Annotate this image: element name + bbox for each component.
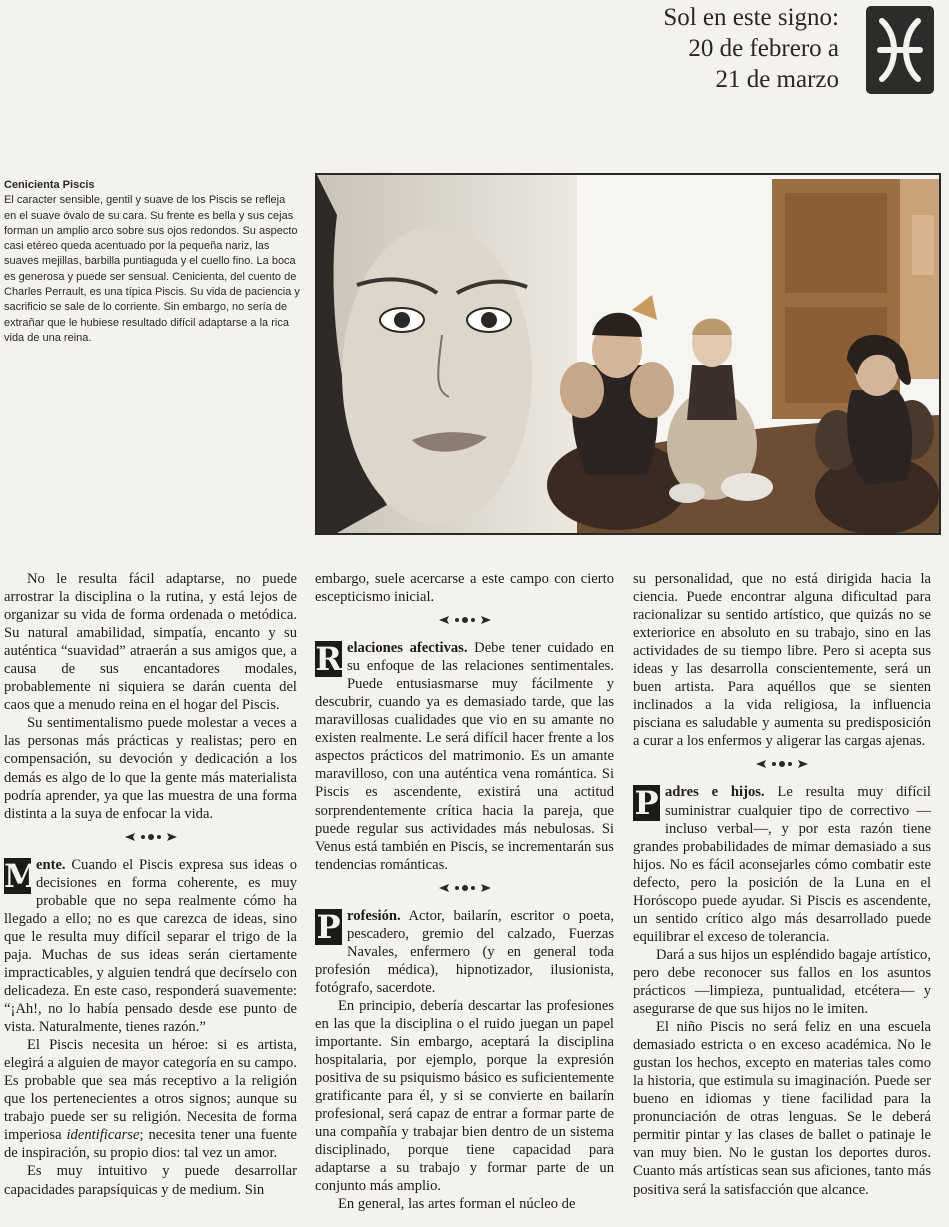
paragraph: El niño Piscis no será feliz en una escuela demasiado estricta o en exceso académica. No le gustan los hechos, excepto en materias tales como la historia, que estimula su imaginación. Puede ser bueno en idiomas y tiene facilidad para la pronunciación de otras lenguas. Se le deberá permitir pintar y las clases de ballet o patinaje le van muy bien. No le gustan los deportes duros. Cuanto más artísticas sean sus aficiones, tanto más positiva será la satisfacción que alcance. — [633, 1019, 931, 1198]
paragraph: En general, las artes forman el núcleo de — [338, 1196, 576, 1213]
paragraph: Es muy intuitivo y puede desarrollar capacidades parapsíquicas y de medium. Sin — [4, 1163, 297, 1198]
drop-cap: P — [634, 784, 659, 823]
section-text: Debe tener cuidado en su enfoque de las relaciones sentimentales. Puede entusiasmarse muy fácilmente y descubrir, cuando ya es demasiado tarde, que las maravillosas cualidades que vio en su amante no existen realmente. Le será difícil hacer frente a los aspectos prácticos del matrimonio. Es un amante maravilloso, con una auténtica vena romántica. Si Piscis es ascendente, existirá una actitud sorprendentemente crítica hacia la pareja, que puede regular sus actividades más nebulosas. Si Venus está también en Piscis, se incrementarán sus tendencias románticas. — [315, 640, 614, 873]
sun-sign-line-1: Sol en este signo: — [663, 4, 839, 31]
section-padres-hijos — [633, 783, 931, 945]
text-column-3 — [633, 570, 931, 1199]
drop-cap: M — [4, 856, 40, 895]
paragraph: Su sentimentalismo puede molestar a veces a las personas más prácticas y realistas; pero en compensación, su devoción y dedicación a los demás es algo de lo que la gente más materialista podría aprender, ya que las muestra de una forma distinta a la suya de enfocar la vida. — [4, 715, 297, 822]
text-column-1 — [4, 570, 297, 1199]
illustration-caption — [4, 178, 300, 346]
pisces-symbol-icon — [866, 6, 934, 94]
paragraph: embargo, suele acercarse a este campo con cierto escepticismo inicial. — [315, 571, 614, 606]
section-text: Le resulta muy difícil suministrar cualquier tipo de correctivo —incluso verbal—, y por esta razón tiene grandes probabilidades de mimar demasiado a sus hijos. No es fácil aconsejarles cómo combatir este defecto, pero la posición de la Luna en el Horóscopo puede ayudar. Si Piscis es ascendente, un sentido crítico algo más desarrollado puede equilibrar el exceso de tolerancia. — [633, 784, 931, 945]
paragraph: En principio, debería descartar las profesiones en las que la disciplina o el ruido juegan un papel importante. Sin embargo, aceptará la disciplina hospitalaria, por ejemplo, porque la expresión positiva de su psiquismo básico es suficientemente gratificante para él, y si se convierte en bailarín profesional, será capaz de entrar a formar parte de una compañía y trabajar bien dentro de un sistema disciplinado, porque tiene capacidad para adaptarse a su trabajo y formar parte de un conjunto más amplio. — [315, 997, 614, 1195]
caption-text: El caracter sensible, gentil y suave de los Piscis se refleja en el suave óvalo de su cara. Su frente es bella y sus cejas forman un amplio arco sobre sus ojos redondos. Su aspecto casi etéreo queda acentuado por la pequeña nariz, las suaves mejillas, barbilla puntiaguda y el cuello fino. La boca es generosa y puede ser sensual. Cenicienta, del cuento de Charles Perrault, es una típica Piscis. Su vida de paciencia y sacrificio se sale de lo corriente. Sin embargo, no sería de extrañar que le hubiese resultado difícil adaptarse a la rica vida de una reina. — [4, 194, 300, 344]
paragraph: No le resulta fácil adaptarse, no puede arrostrar la disciplina o la rutina, y está lejos de organizar su vida de forma ordenada o metódica. Su natural amabilidad, simpatía, encanto y su auténtica “suavidad” atraerán a sus amigos que, a causa de sus encantadores modales, probablemente ni siquiera se darán cuenta del caos que a menudo reina en el hogar del Piscis. — [4, 571, 297, 714]
section-heading: adres e hijos. — [665, 784, 765, 801]
section-profesion — [315, 907, 614, 997]
emphasis: identificarse — [66, 1127, 140, 1144]
paragraph: su personalidad, que no está dirigida hacia la ciencia. Puede encontrar alguna dificultad para racionalizar su sentido artístico, que quizás no se exteriorice en absoluto en su trabajo, sino en las actividades de su tiempo libre. Pero si acepta sus ideas y las desarrolla conscientemente, será un buen artista. Para aquéllos que se sienten inclinados a la vida religiosa, la influencia pisciana es saludable y aumenta su predisposición a curar a los enfermos y aligerar las cargas ajenas. — [633, 571, 931, 750]
section-mente — [4, 856, 297, 1036]
ornament-divider-icon — [4, 830, 297, 846]
paragraph-text: ; necesita tener una fuente de inspiración, su propio dios: tal vez un amor. — [4, 1127, 297, 1162]
section-heading: ente. — [36, 856, 66, 873]
sun-sign-line-2: 20 de febrero a — [688, 35, 839, 62]
caption-title: Cenicienta Piscis — [4, 179, 95, 191]
sun-sign-dates — [663, 2, 839, 95]
sun-sign-line-3: 21 de marzo — [715, 66, 839, 93]
drop-cap: P — [316, 907, 341, 946]
text-column-2 — [315, 570, 614, 1214]
paragraph-text: El Piscis necesita un héroe: si es artista, elegirá a alguien de mayor categoría en su campo. Es probable que sea más receptivo a la religión que los pertenecientes a otros signos; aunque su trabajo puede ser su religión. Necesita de forma imperiosa — [4, 1037, 297, 1144]
cinderella-illustration — [315, 173, 941, 535]
paragraph: Dará a sus hijos un espléndido bagaje artístico, pero debe reconocer sus fallos en los asuntos prácticos —limpieza, puntualidad, etcétera— y asegurarse de que sus hijos no le imiten. — [633, 946, 931, 1018]
ornament-divider-icon — [633, 757, 931, 773]
ornament-divider-icon — [315, 881, 614, 897]
section-text: Cuando el Piscis expresa sus ideas o decisiones en forma coherente, es muy probable que no sepa realmente cómo ha llegado a ello; no es que carezca de ideas, sino que le resulta muy difícil separar el trigo de la paja. Muchas de sus ideas serán ciertamente impracticables, y alguien tendrá que decírselo con delicadeza. En este caso, responderá suavemente: “¡Ah!, no lo había pensado desde ese punto de vista. Naturalmente, tienes razón.” — [4, 856, 297, 1036]
section-text: Actor, bailarín, escritor o poeta, pescadero, gremio del calzado, Fuerzas Navales, enfermero (y en general toda profesión médica), hipnotizador, ilusionista, fotógrafo, sacerdote. — [315, 907, 614, 996]
ornament-divider-icon — [315, 613, 614, 629]
drop-cap: R — [315, 640, 342, 679]
section-heading: rofesión. — [347, 907, 401, 924]
section-relaciones — [315, 639, 614, 874]
paragraph — [4, 1036, 297, 1162]
section-heading: elaciones afectivas. — [347, 640, 468, 657]
